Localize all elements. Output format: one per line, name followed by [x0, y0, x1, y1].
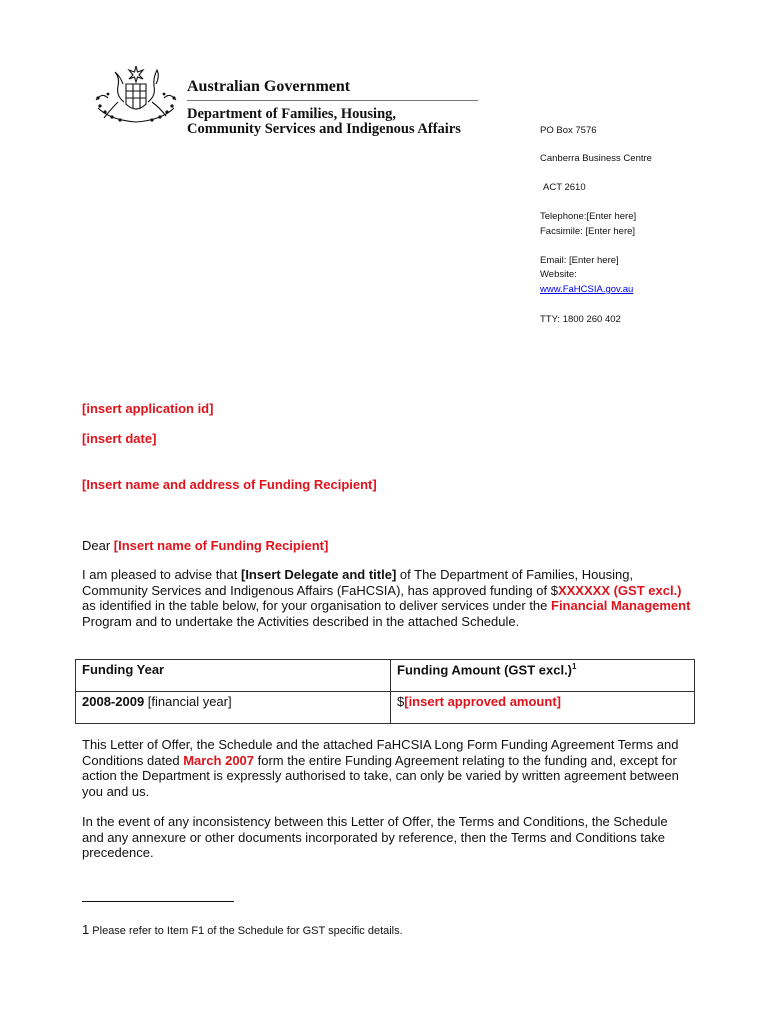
recipient-address-placeholder: [Insert name and address of Funding Recipient]: [82, 477, 377, 492]
department-name-line1: Department of Families, Housing,: [187, 106, 397, 122]
department-name-line2: Community Services and Indigenous Affairs: [187, 121, 461, 137]
business-centre: Canberra Business Centre: [540, 153, 652, 164]
para2-text-b: form the entire Funding Agreement relating to the funding and, except for action the Department is expressly authorised to take, can only be varied by written agreement between you and us.: [82, 752, 679, 799]
recipient-name-placeholder: [Insert name of Funding Recipient]: [113, 538, 329, 553]
application-id-placeholder: [insert application id]: [82, 401, 214, 416]
header-funding-year: Funding Year: [76, 660, 391, 692]
inconsistency-paragraph: In the event of any inconsistency between this Letter of Offer, the Terms and Conditions, the Schedule and any annexure or other documents incorporated by reference, then the Terms and Conditions take precedence.: [82, 814, 668, 860]
table-row: [76, 692, 695, 724]
agreement-paragraph: [82, 737, 692, 799]
footnote-divider: [82, 901, 234, 902]
website-link-wrap: [540, 283, 633, 297]
telephone: Telephone:[Enter here]: [540, 211, 637, 222]
para1-text-c: as identified in the table below, for your organisation to deliver services under the: [82, 598, 551, 613]
para1-text-b: of The Department of Families, Housing, Community Services and Indigenous Affairs (FaHCSIA), has approved funding of $: [82, 567, 634, 598]
postcode: ACT 2610: [543, 182, 586, 193]
po-box: PO Box 7576: [540, 125, 597, 136]
para1-text-a: I am pleased to advise that: [82, 567, 241, 582]
facsimile: Facsimile: [Enter here]: [540, 226, 636, 237]
header-funding-amount: [391, 660, 695, 692]
approved-amount-placeholder: [insert approved amount]: [404, 694, 561, 709]
footnote-number: 1: [82, 922, 90, 937]
footnote-ref: 1: [572, 662, 577, 671]
program-name: Financial Management: [551, 598, 691, 613]
terms-date: March 2007: [183, 752, 255, 768]
table-header-row: [76, 660, 695, 692]
footnote: [82, 922, 403, 937]
date-placeholder: [insert date]: [82, 431, 157, 446]
website-label: Website:: [540, 269, 577, 280]
letterhead-divider: [187, 100, 478, 101]
para2-text-a: This Letter of Offer, the Schedule and the attached FaHCSIA Long Form Funding Agreement Terms and Conditions dated: [82, 737, 679, 768]
row-funding-year: [76, 692, 391, 724]
salutation-dear: Dear: [82, 538, 114, 553]
salutation: [82, 538, 328, 553]
funding-table: [75, 659, 695, 724]
delegate-placeholder: [Insert Delegate and title]: [240, 567, 397, 582]
row-funding-amount: [391, 692, 695, 724]
row-year: 2008-2009: [82, 694, 145, 709]
row-year-note: [financial year]: [144, 694, 232, 709]
row-amount-currency: $: [397, 694, 405, 709]
tty: TTY: 1800 260 402: [540, 314, 621, 325]
amount-placeholder: XXXXXX (GST excl.): [557, 582, 682, 598]
coat-of-arms-logo: [90, 62, 182, 132]
header-amount-text: Funding Amount (GST excl.): [397, 662, 573, 678]
footnote-text: Please refer to Item F1 of the Schedule for GST specific details.: [89, 925, 403, 937]
website-link[interactable]: www.FaHCSIA.gov.au: [540, 284, 634, 295]
email: Email: [Enter here]: [540, 255, 619, 266]
government-title: Australian Government: [187, 78, 351, 95]
offer-paragraph: [82, 567, 692, 629]
para1-text-d: Program and to undertake the Activities described in the attached Schedule.: [82, 613, 520, 629]
